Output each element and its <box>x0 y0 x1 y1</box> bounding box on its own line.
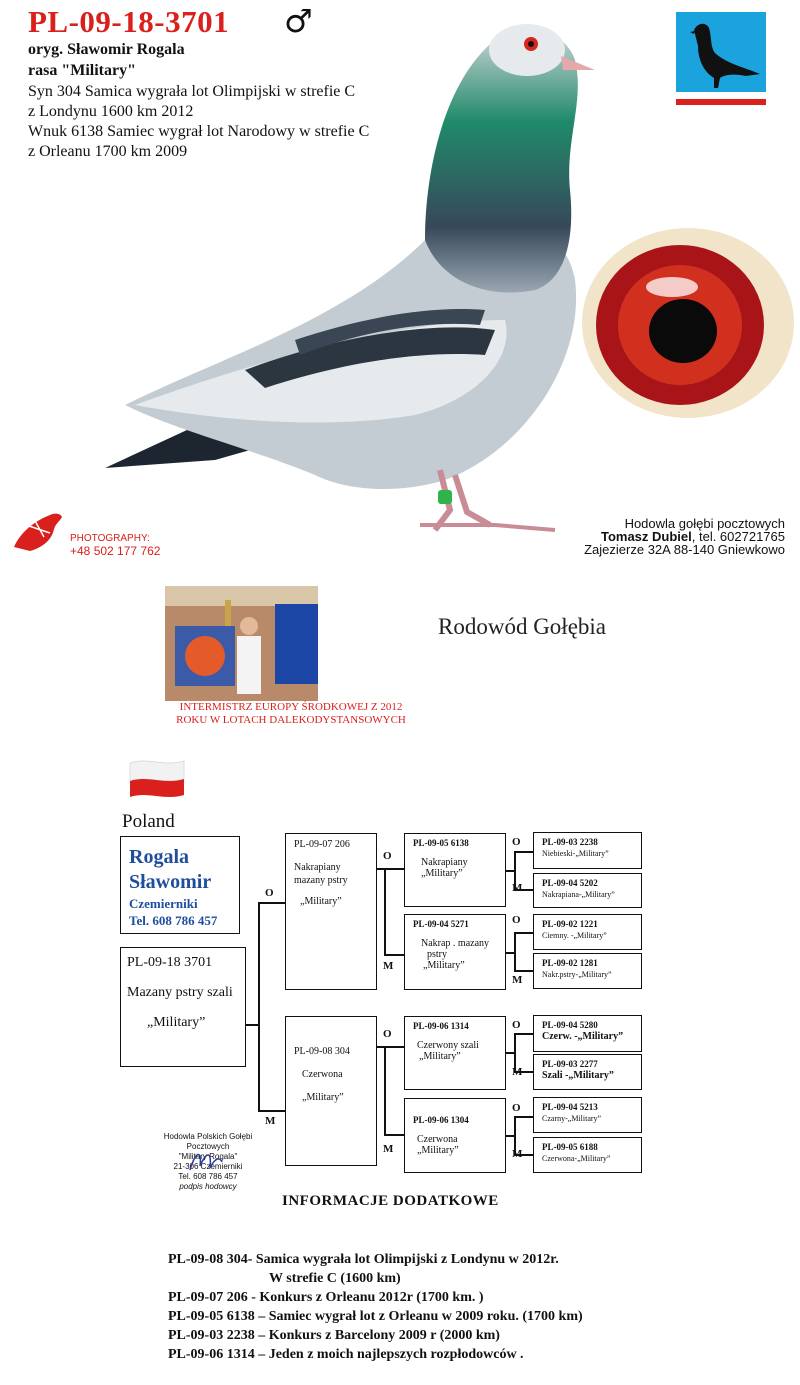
award-photo-image <box>165 586 318 701</box>
connector-line <box>258 1110 285 1112</box>
male-symbol-icon: ♂ <box>284 2 313 40</box>
connector-line <box>258 902 285 904</box>
connector-line <box>384 1046 386 1134</box>
great-grandparent-desc: Czerw. -„Military” <box>542 1031 624 1042</box>
mother-box <box>285 1016 377 1166</box>
connector-line <box>384 868 386 954</box>
m-marker: M <box>512 882 523 894</box>
owner-tel: Tel. 608 786 457 <box>129 913 218 928</box>
great-grandparent-desc: Szali -„Military” <box>542 1070 614 1081</box>
connector-line <box>514 970 533 972</box>
father-breed: „Military” <box>300 896 342 907</box>
m-marker: M <box>383 960 394 972</box>
ring-number-title: PL-09-18-3701 <box>28 4 230 39</box>
owner-box <box>120 836 240 934</box>
info-line: PL-09-05 6138 – Samiec wygrał lot z Orleanu w 2009 roku. (1700 km) <box>168 1309 583 1324</box>
photography-credit <box>70 533 160 557</box>
father-box <box>285 833 377 990</box>
great-grandparent-ring: PL-09-05 6188 <box>542 1142 598 1152</box>
photography-label: PHOTOGRAPHY: <box>70 533 150 544</box>
great-grandparent-desc: Nakrapiana-„Military” <box>542 890 615 899</box>
pigeon-ring: PL-09-18 3701 <box>127 955 213 970</box>
m-marker: M <box>512 974 523 986</box>
achievement-line: Syn 304 Samica wygrała lot Olimpijski w strefie C <box>28 83 356 100</box>
great-grandparent-ring: PL-09-03 2238 <box>542 837 598 847</box>
photography-phone: +48 502 177 762 <box>70 544 161 558</box>
additional-info-title: INFORMACJE DODATKOWE <box>282 1193 499 1209</box>
great-grandparent-box <box>533 1137 642 1173</box>
great-grandparent-desc: Niebieski-„Military” <box>542 849 609 858</box>
great-grandparent-box <box>533 914 642 950</box>
o-marker: O <box>512 1102 521 1114</box>
grandparent-desc: „Military” <box>417 1145 459 1156</box>
pigeon-breed: „Military” <box>147 1015 206 1030</box>
achievement-line: Wnuk 6138 Samiec wygrał lot Narodowy w strefie C <box>28 123 370 140</box>
connector-line <box>384 954 404 956</box>
grandparent-desc: „Military” <box>421 868 463 879</box>
grandparent-desc: pstry <box>427 949 447 960</box>
grandparent-desc: „Military” <box>419 1051 461 1062</box>
stamp-line: podpis hodowcy <box>179 1182 237 1191</box>
great-grandparent-desc: Czarny-„Military” <box>542 1114 602 1123</box>
photographer-bird-logo-icon <box>10 507 68 555</box>
signature-scribble-icon <box>186 1146 226 1176</box>
great-grandparent-desc: Czerwona-„Military” <box>542 1154 611 1163</box>
logo-box <box>676 12 766 92</box>
breeder-name: Tomasz Dubiel <box>600 529 692 544</box>
info-line: PL-09-07 206 - Konkurs z Orleanu 2012r (1700 km. ) <box>168 1290 484 1305</box>
connector-line <box>246 1024 258 1026</box>
grandparent-desc: Nakrap . mazany <box>421 938 490 949</box>
breeder-address: Zajezierze 32A 88-140 Gniewkowo <box>584 542 785 557</box>
great-grandparent-box <box>533 1015 642 1052</box>
pigeon-color: Mazany pstry szali <box>127 985 233 1000</box>
great-grandparent-desc: Nakr.pstry-„Military” <box>542 970 612 979</box>
poland-flag-icon <box>128 757 186 801</box>
grandparent-ring: PL-09-06 1314 <box>413 1021 469 1031</box>
stamp-line: Tel. 608 786 457 <box>178 1172 238 1181</box>
connector-line <box>506 870 514 872</box>
o-marker: O <box>512 836 521 848</box>
mother-desc: Czerwona <box>302 1069 343 1080</box>
country-label: Poland <box>122 811 175 832</box>
breeder-tel: , tel. 602721765 <box>691 529 785 544</box>
stamp-line: "Military Rogala" <box>178 1152 238 1161</box>
logo-underline <box>676 99 766 105</box>
breeder-line: Hodowla gołębi pocztowych <box>624 516 785 531</box>
stamp-line: 21-306 Czemierniki <box>173 1162 243 1171</box>
award-caption: INTERMISTRZ EUROPY ŚRODKOWEJ Z 2012 ROKU W LOTACH DALEKODYSTANSOWYCH <box>176 701 406 726</box>
stamp-line: Hodowla Polskich Gołębi Pocztowych <box>163 1132 253 1151</box>
info-line: PL-09-06 1314 – Jeden z moich najlepszych rozpłodowców . <box>168 1347 524 1362</box>
grandparent-desc: Czerwony szali <box>417 1040 479 1051</box>
great-grandparent-ring: PL-09-04 5213 <box>542 1102 598 1112</box>
m-marker: M <box>512 1066 523 1078</box>
great-grandparent-box <box>533 873 642 908</box>
achievement-line: z Orleanu 1700 km 2009 <box>28 143 188 160</box>
info-line: PL-09-08 304- Samica wygrała lot Olimpijski z Londynu w 2012r. <box>168 1252 559 1267</box>
father-ring: PL-09-07 206 <box>294 839 350 850</box>
mother-marker: M <box>265 1115 276 1127</box>
connector-line <box>514 1033 533 1035</box>
connector-line <box>506 952 514 954</box>
m-marker: M <box>512 1148 523 1160</box>
grandparent-ring: PL-09-06 1304 <box>413 1115 469 1125</box>
award-photo <box>165 586 318 701</box>
connector-line <box>384 868 404 870</box>
o-marker: O <box>512 1019 521 1031</box>
owner-first-name: Rogala <box>129 846 189 868</box>
owner-last-name: Sławomir <box>129 871 212 893</box>
grandparent-box <box>404 1098 506 1173</box>
great-grandparent-ring: PL-09-04 5280 <box>542 1020 598 1030</box>
pigeon-illustration <box>95 20 605 560</box>
o-marker: O <box>512 914 521 926</box>
father-desc: Nakrapiany <box>294 862 341 873</box>
grandparent-ring: PL-09-05 6138 <box>413 838 469 848</box>
great-grandparent-ring: PL-09-03 2277 <box>542 1059 598 1069</box>
great-grandparent-box <box>533 953 642 989</box>
achievement-line: z Londynu 1600 km 2012 <box>28 103 194 120</box>
connector-line <box>514 932 533 934</box>
leg-ring-icon <box>438 490 452 504</box>
connector-line <box>384 1134 404 1136</box>
great-grandparent-box <box>533 1097 642 1133</box>
connector-line <box>384 1046 404 1048</box>
father-marker: O <box>265 887 274 899</box>
great-grandparent-box <box>533 1054 642 1090</box>
grandparent-box <box>404 914 506 990</box>
great-grandparent-ring: PL-09-02 1221 <box>542 919 598 929</box>
grandparent-ring: PL-09-04 5271 <box>413 919 469 929</box>
grandparent-desc: „Military” <box>423 960 465 971</box>
mother-breed: „Military” <box>302 1092 344 1103</box>
grandparent-box <box>404 1016 506 1090</box>
m-marker: M <box>383 1143 394 1155</box>
main-pigeon-box <box>120 947 246 1067</box>
great-grandparent-ring: PL-09-04 5202 <box>542 878 598 888</box>
origin-line: oryg. Sławomir Rogala <box>28 41 185 58</box>
connector-line <box>258 902 260 1110</box>
great-grandparent-box <box>533 832 642 869</box>
breed-line: rasa "Military" <box>28 62 136 79</box>
father-desc: mazany pstry <box>294 875 348 886</box>
great-grandparent-ring: PL-09-02 1281 <box>542 958 598 968</box>
pedigree-title: Rodowód Gołębia <box>438 614 607 639</box>
pigeon-eye-image <box>580 225 796 420</box>
connector-line <box>506 1135 514 1137</box>
info-line: PL-09-03 2238 – Konkurs z Barcelony 2009 r (2000 km) <box>168 1328 500 1343</box>
o-marker: O <box>383 850 392 862</box>
info-line: W strefie C (1600 km) <box>269 1271 401 1286</box>
grandparent-box <box>404 833 506 907</box>
great-grandparent-desc: Ciemny. -„Military” <box>542 931 607 940</box>
grandparent-desc: Nakrapiany <box>421 857 468 868</box>
o-marker: O <box>383 1028 392 1040</box>
grandparent-desc: Czerwona <box>417 1134 458 1145</box>
connector-line <box>514 851 533 853</box>
connector-line <box>506 1052 514 1054</box>
owner-town: Czemierniki <box>129 896 198 911</box>
connector-line <box>514 932 516 970</box>
mother-ring: PL-09-08 304 <box>294 1046 350 1057</box>
pigeon-logo-icon <box>676 12 766 92</box>
breeder-credit <box>584 517 785 556</box>
connector-line <box>514 1116 533 1118</box>
